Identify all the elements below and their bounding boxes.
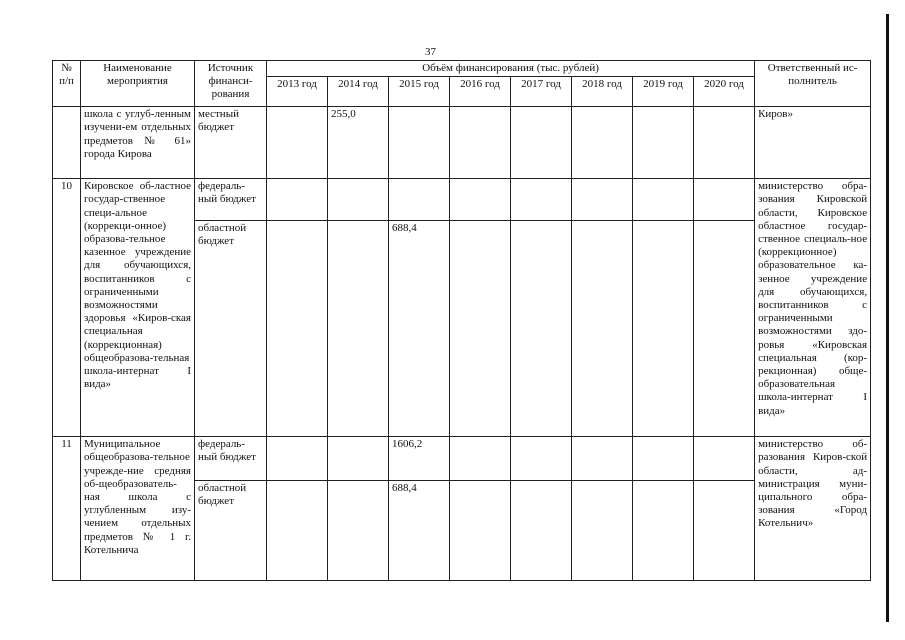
value-cell <box>389 179 450 221</box>
funding-table <box>52 60 871 581</box>
funding-source: местный бюджет <box>195 107 267 179</box>
header-year: 2020 год <box>694 77 755 107</box>
header-name: Наименование мероприятия <box>81 61 195 107</box>
value-cell <box>450 179 511 221</box>
header-source: Источник финанси-рования <box>195 61 267 107</box>
value-cell <box>511 481 572 581</box>
value-cell <box>328 481 389 581</box>
event-name: Муниципальное общеобразова-тельное учрежде-ние средняя об-щеобразователь-ная школа с углубленным изу-чением отдельных предметов № 1 г. Котельнича <box>81 437 195 581</box>
header-funding: Объём финансирования (тыс. рублей) <box>267 61 755 77</box>
value-cell <box>328 221 389 437</box>
value-cell <box>572 437 633 481</box>
header-year: 2016 год <box>450 77 511 107</box>
value-cell: 255,0 <box>328 107 389 179</box>
funding-source: федераль-ный бюджет <box>195 179 267 221</box>
table-row <box>53 437 871 481</box>
value-cell <box>450 107 511 179</box>
header-year: 2014 год <box>328 77 389 107</box>
value-cell <box>572 221 633 437</box>
value-cell <box>633 437 694 481</box>
executor: министерство обра-зования Кировской области, Кировское областное государ-ственное специаль-ное (коррекционное) образовательное ка-зенное учреждение для обучающихся, воспитанников с ограниченными возможностями здо-ровья «Кировская специальная (кор-рекционная) обще-образовательная школа-интернат I вида» <box>755 179 871 437</box>
value-cell <box>633 107 694 179</box>
value-cell <box>389 107 450 179</box>
value-cell <box>511 437 572 481</box>
row-number <box>53 107 81 179</box>
value-cell <box>511 107 572 179</box>
value-cell <box>633 481 694 581</box>
value-cell <box>572 179 633 221</box>
value-cell <box>694 107 755 179</box>
header-year: 2019 год <box>633 77 694 107</box>
value-cell <box>511 221 572 437</box>
header-year: 2013 год <box>267 77 328 107</box>
value-cell <box>633 221 694 437</box>
header-executor: Ответственный ис-полнитель <box>755 61 871 107</box>
value-cell <box>694 437 755 481</box>
executor: Киров» <box>755 107 871 179</box>
event-name: школа с углуб-ленным изучени-ем отдельных предметов № 61» города Кирова <box>81 107 195 179</box>
value-cell <box>450 221 511 437</box>
row-number: 11 <box>53 437 81 581</box>
scan-edge-line <box>886 14 889 622</box>
value-cell <box>328 437 389 481</box>
value-cell <box>267 481 328 581</box>
funding-source: областной бюджет <box>195 481 267 581</box>
value-cell <box>450 481 511 581</box>
value-cell <box>450 437 511 481</box>
value-cell: 688,4 <box>389 221 450 437</box>
value-cell: 1606,2 <box>389 437 450 481</box>
value-cell <box>267 437 328 481</box>
value-cell: 688,4 <box>389 481 450 581</box>
value-cell <box>694 221 755 437</box>
value-cell <box>267 221 328 437</box>
value-cell <box>633 179 694 221</box>
value-cell <box>572 107 633 179</box>
table-row <box>53 179 871 221</box>
executor: министерство об-разования Киров-ской области, ад-министрация муни-ципального обра-зования «Город Котельнич» <box>755 437 871 581</box>
table-row <box>53 107 871 179</box>
value-cell <box>267 107 328 179</box>
value-cell <box>267 179 328 221</box>
value-cell <box>572 481 633 581</box>
row-number: 10 <box>53 179 81 437</box>
value-cell <box>694 179 755 221</box>
event-name: Кировское об-ластное государ-ственное специ-альное (коррекци-онное) образова-тельное казенное учреждение для обучающихся, воспитанников с ограниченными возможностями здоровья «Киров-ская специальная (коррекционная) общеобразова-тельная школа-интернат I вида» <box>81 179 195 437</box>
funding-source: федераль-ный бюджет <box>195 437 267 481</box>
header-num: № п/п <box>53 61 81 107</box>
header-year: 2018 год <box>572 77 633 107</box>
value-cell <box>511 179 572 221</box>
header-year: 2017 год <box>511 77 572 107</box>
funding-source: областной бюджет <box>195 221 267 437</box>
value-cell <box>694 481 755 581</box>
header-year: 2015 год <box>389 77 450 107</box>
value-cell <box>328 179 389 221</box>
page-number: 37 <box>425 46 436 58</box>
